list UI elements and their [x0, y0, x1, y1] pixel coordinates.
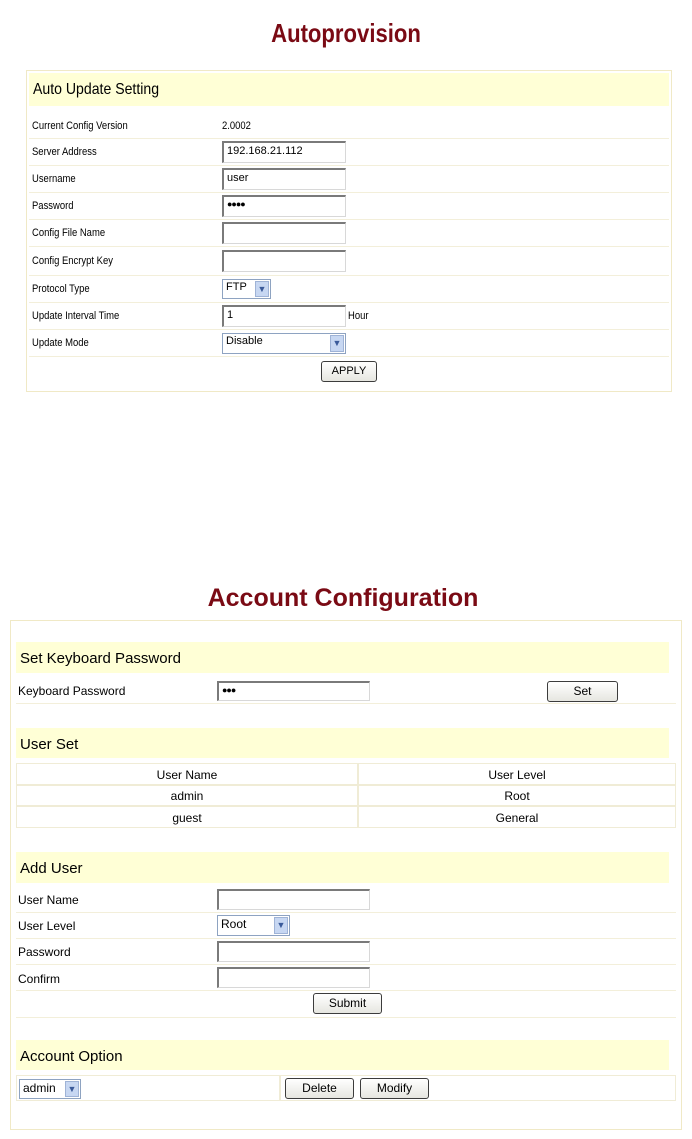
- account-select-cell: [16, 1075, 280, 1101]
- config-encrypt-key-row: [29, 247, 669, 276]
- update-interval-unit: Hour: [348, 310, 369, 322]
- keyboard-password-heading: Set Keyboard Password: [20, 650, 181, 667]
- modify-button[interactable]: Modify: [360, 1078, 429, 1099]
- account-select[interactable]: [19, 1079, 81, 1099]
- table-row: [16, 785, 358, 806]
- add-user-level-label: User Level: [18, 919, 76, 933]
- add-user-name-label: User Name: [18, 893, 79, 907]
- apply-button[interactable]: APPLY: [321, 361, 377, 382]
- config-version-value: 2.0002: [222, 120, 251, 132]
- update-mode-label: Update Mode: [32, 337, 89, 349]
- server-address-row: [29, 139, 669, 166]
- add-user-password-label: Password: [18, 945, 71, 959]
- set-button[interactable]: Set: [547, 681, 618, 702]
- auto-update-header: [29, 73, 669, 106]
- protocol-type-select[interactable]: [222, 279, 271, 299]
- add-user-confirm-label: Confirm: [18, 972, 61, 986]
- protocol-type-label: Protocol Type: [32, 283, 90, 295]
- protocol-type-value: FTP: [226, 281, 247, 293]
- account-option-heading: Account Option: [20, 1048, 123, 1065]
- add-user-header: [16, 852, 669, 883]
- add-user-level-value: Root: [221, 917, 247, 931]
- password-row: [29, 193, 669, 220]
- add-user-level-select[interactable]: [217, 915, 290, 936]
- chevron-down-icon[interactable]: ▼: [255, 281, 269, 297]
- update-mode-row: [29, 330, 669, 357]
- config-file-name-input[interactable]: [222, 222, 346, 244]
- config-file-name-row: [29, 220, 669, 247]
- user-level-header-label: User Level: [488, 768, 546, 782]
- keyboard-password-label: Keyboard Password: [18, 684, 126, 698]
- submit-button[interactable]: Submit: [313, 993, 382, 1014]
- config-encrypt-key-label: Config Encrypt Key: [32, 255, 113, 267]
- chevron-down-icon[interactable]: ▼: [274, 917, 288, 934]
- config-version-label: Current Config Version: [32, 120, 128, 132]
- table-row: [358, 806, 676, 828]
- password-label: Password: [32, 200, 74, 212]
- account-select-value: admin: [23, 1081, 56, 1095]
- update-interval-input[interactable]: 1: [222, 305, 346, 327]
- chevron-down-icon[interactable]: ▼: [65, 1081, 79, 1097]
- user-level-cell: Root: [504, 789, 530, 803]
- add-user-level-row: [16, 913, 676, 939]
- account-option-header: [16, 1040, 669, 1070]
- keyboard-password-header: [16, 642, 669, 673]
- user-level-header: [358, 763, 676, 785]
- update-interval-label: Update Interval Time: [32, 310, 120, 322]
- keyboard-password-row: [16, 679, 676, 704]
- auto-update-panel: [26, 70, 672, 392]
- add-user-confirm-row: [16, 965, 676, 991]
- config-version-row: [29, 115, 669, 139]
- user-set-header: [16, 728, 669, 758]
- delete-button[interactable]: Delete: [285, 1078, 354, 1099]
- table-row: [358, 785, 676, 806]
- username-label: Username: [32, 173, 76, 185]
- add-user-password-input[interactable]: [217, 941, 370, 962]
- config-encrypt-key-input[interactable]: [222, 250, 346, 272]
- add-user-name-input[interactable]: [217, 889, 370, 910]
- user-name-header: [16, 763, 358, 785]
- username-row: [29, 166, 669, 193]
- add-user-name-row: [16, 888, 676, 913]
- user-name-header-label: User Name: [156, 768, 218, 782]
- account-config-panel: [10, 620, 682, 1130]
- table-row: [16, 806, 358, 828]
- keyboard-password-input[interactable]: ●●●: [217, 681, 370, 701]
- user-level-cell: General: [495, 811, 539, 825]
- password-input[interactable]: ●●●●: [222, 195, 346, 217]
- auto-update-heading: Auto Update Setting: [33, 81, 160, 98]
- update-interval-row: [29, 303, 669, 330]
- protocol-type-row: [29, 276, 669, 303]
- update-mode-select[interactable]: [222, 333, 346, 354]
- autoprovision-title: Autoprovision: [271, 18, 421, 48]
- update-mode-value: Disable: [226, 335, 263, 347]
- username-input[interactable]: user: [222, 168, 346, 190]
- server-address-input[interactable]: 192.168.21.112: [222, 141, 346, 163]
- add-user-password-row: [16, 939, 676, 965]
- user-name-cell: admin: [170, 789, 204, 803]
- account-config-title: Account Configuration: [207, 584, 479, 612]
- add-user-heading: Add User: [20, 860, 83, 877]
- user-name-cell: guest: [172, 811, 202, 825]
- apply-row: [29, 357, 669, 387]
- user-set-heading: User Set: [20, 736, 79, 753]
- account-actions-cell: [280, 1075, 676, 1101]
- submit-row: [16, 991, 676, 1018]
- server-address-label: Server Address: [32, 146, 97, 158]
- config-file-name-label: Config File Name: [32, 227, 106, 239]
- add-user-confirm-input[interactable]: [217, 967, 370, 988]
- chevron-down-icon[interactable]: ▼: [330, 335, 344, 352]
